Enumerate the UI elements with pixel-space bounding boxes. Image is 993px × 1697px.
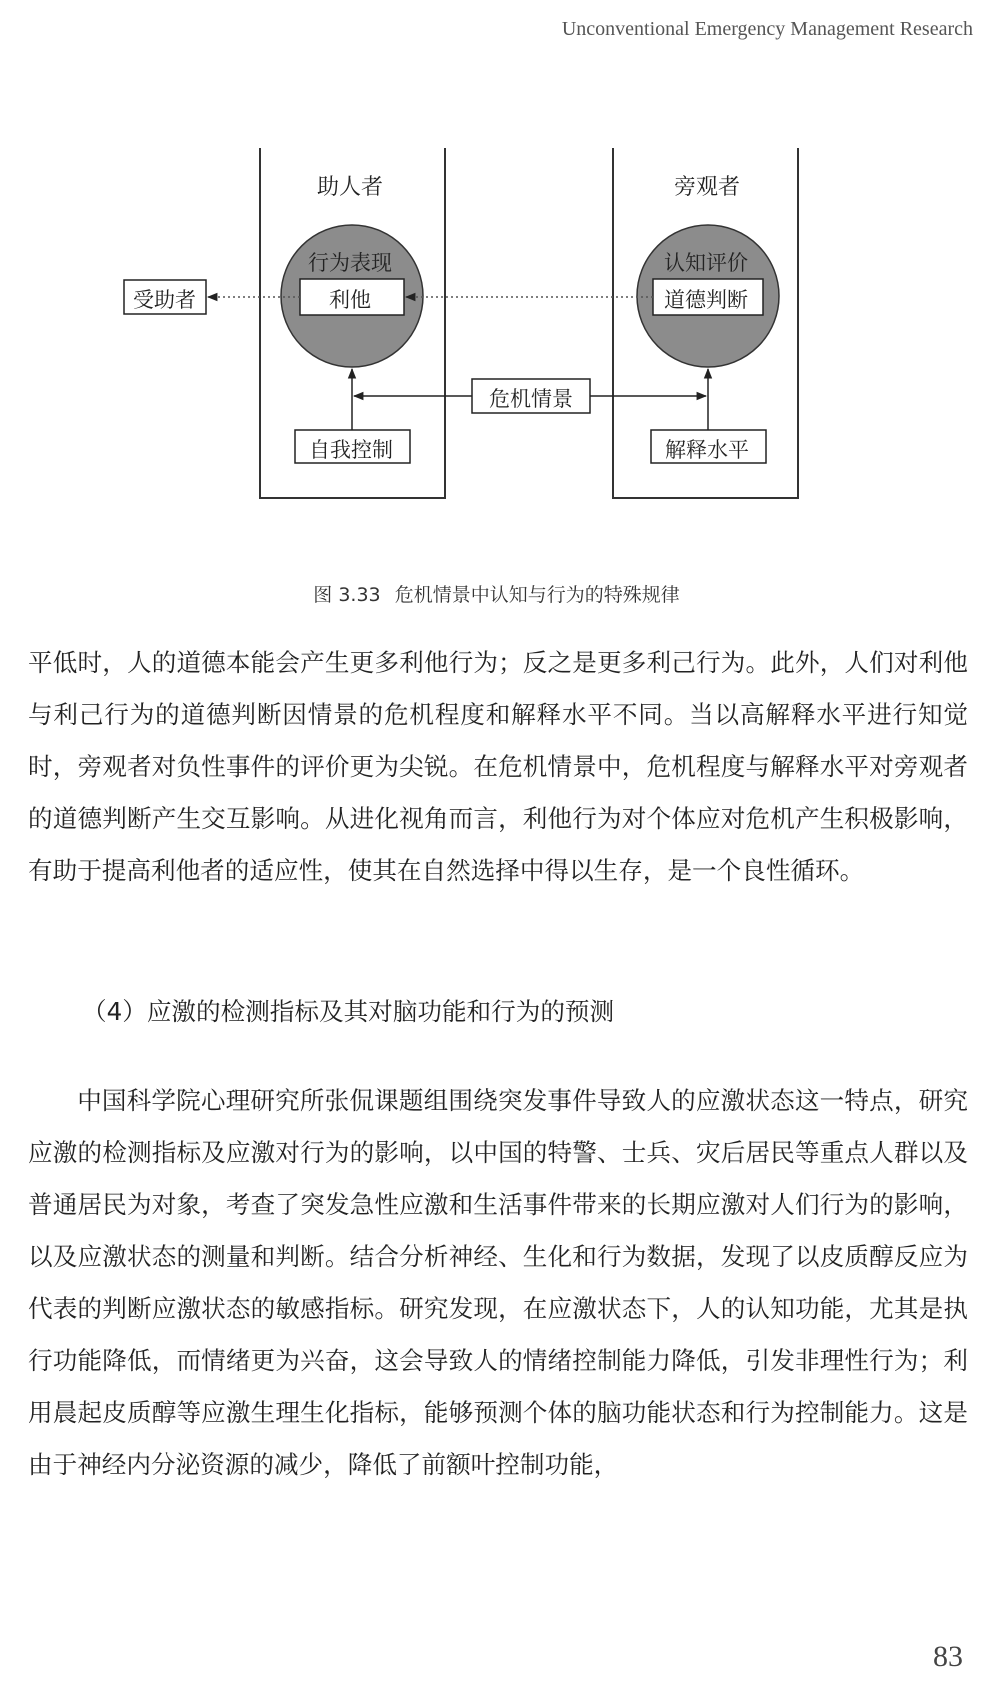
altruism-label: 利他 (329, 288, 371, 312)
section-heading: （4）应激的检测指标及其对脑功能和行为的预测 (82, 997, 615, 1026)
construal-level-label: 解释水平 (665, 438, 749, 462)
caption-text: 危机情景中认知与行为的特殊规律 (394, 584, 680, 606)
bystander-title: 旁观者 (674, 175, 741, 200)
figure-diagram (120, 148, 865, 548)
diagram-svg (120, 148, 865, 548)
page-number: 83 (933, 1640, 963, 1673)
running-header: Unconventional Emergency Management Research (561, 18, 973, 40)
paragraph-2: 中国科学院心理研究所张侃课题组围绕突发事件导致人的应激状态这一特点，研究应激的检测指标及应激对行为的影响，以中国的特警、士兵、灾后居民等重点人群以及普通居民为对象，考查了突发急性应激和生活事件带来的长期应激对人们行为的影响，以及应激状态的测量和判断。结合分析神经、生化和行为数据，发现了以皮质醇反应为代表的判断应激状态的敏感指标。研究发现，在应激状态下，人的认知功能，尤其是执行功能降低，而情绪更为兴奋，这会导致人的情绪控制能力降低，引发非理性行为；利用晨起皮质醇等应激生理生化指标，能够预测个体的脑功能状态和行为控制能力。这是由于神经内分泌资源的减少，降低了前额叶控制功能， (28, 1086, 968, 1479)
figure-caption (0, 580, 993, 607)
recipient-label: 受助者 (133, 288, 196, 312)
paragraph-1: 平低时，人的道德本能会产生更多利他行为；反之是更多利己行为。此外，人们对利他与利己行为的道德判断因情景的危机程度和解释水平不同。当以高解释水平进行知觉时，旁观者对负性事件的评价更为尖锐。在危机情景中，危机程度与解释水平对旁观者的道德判断产生交互影响。从进化视角而言，利他行为对个体应对危机产生积极影响，有助于提高利他者的适应性，使其在自然选择中得以生存，是一个良性循环。 (28, 648, 968, 885)
helper-title: 助人者 (317, 175, 384, 200)
cognition-label: 认知评价 (664, 251, 748, 275)
crisis-situation-label: 危机情景 (489, 387, 573, 411)
moral-judgment-label: 道德判断 (664, 288, 748, 312)
caption-number: 图 3.33 (313, 584, 381, 606)
behavior-label: 行为表现 (308, 251, 392, 275)
self-control-label: 自我控制 (309, 438, 393, 462)
